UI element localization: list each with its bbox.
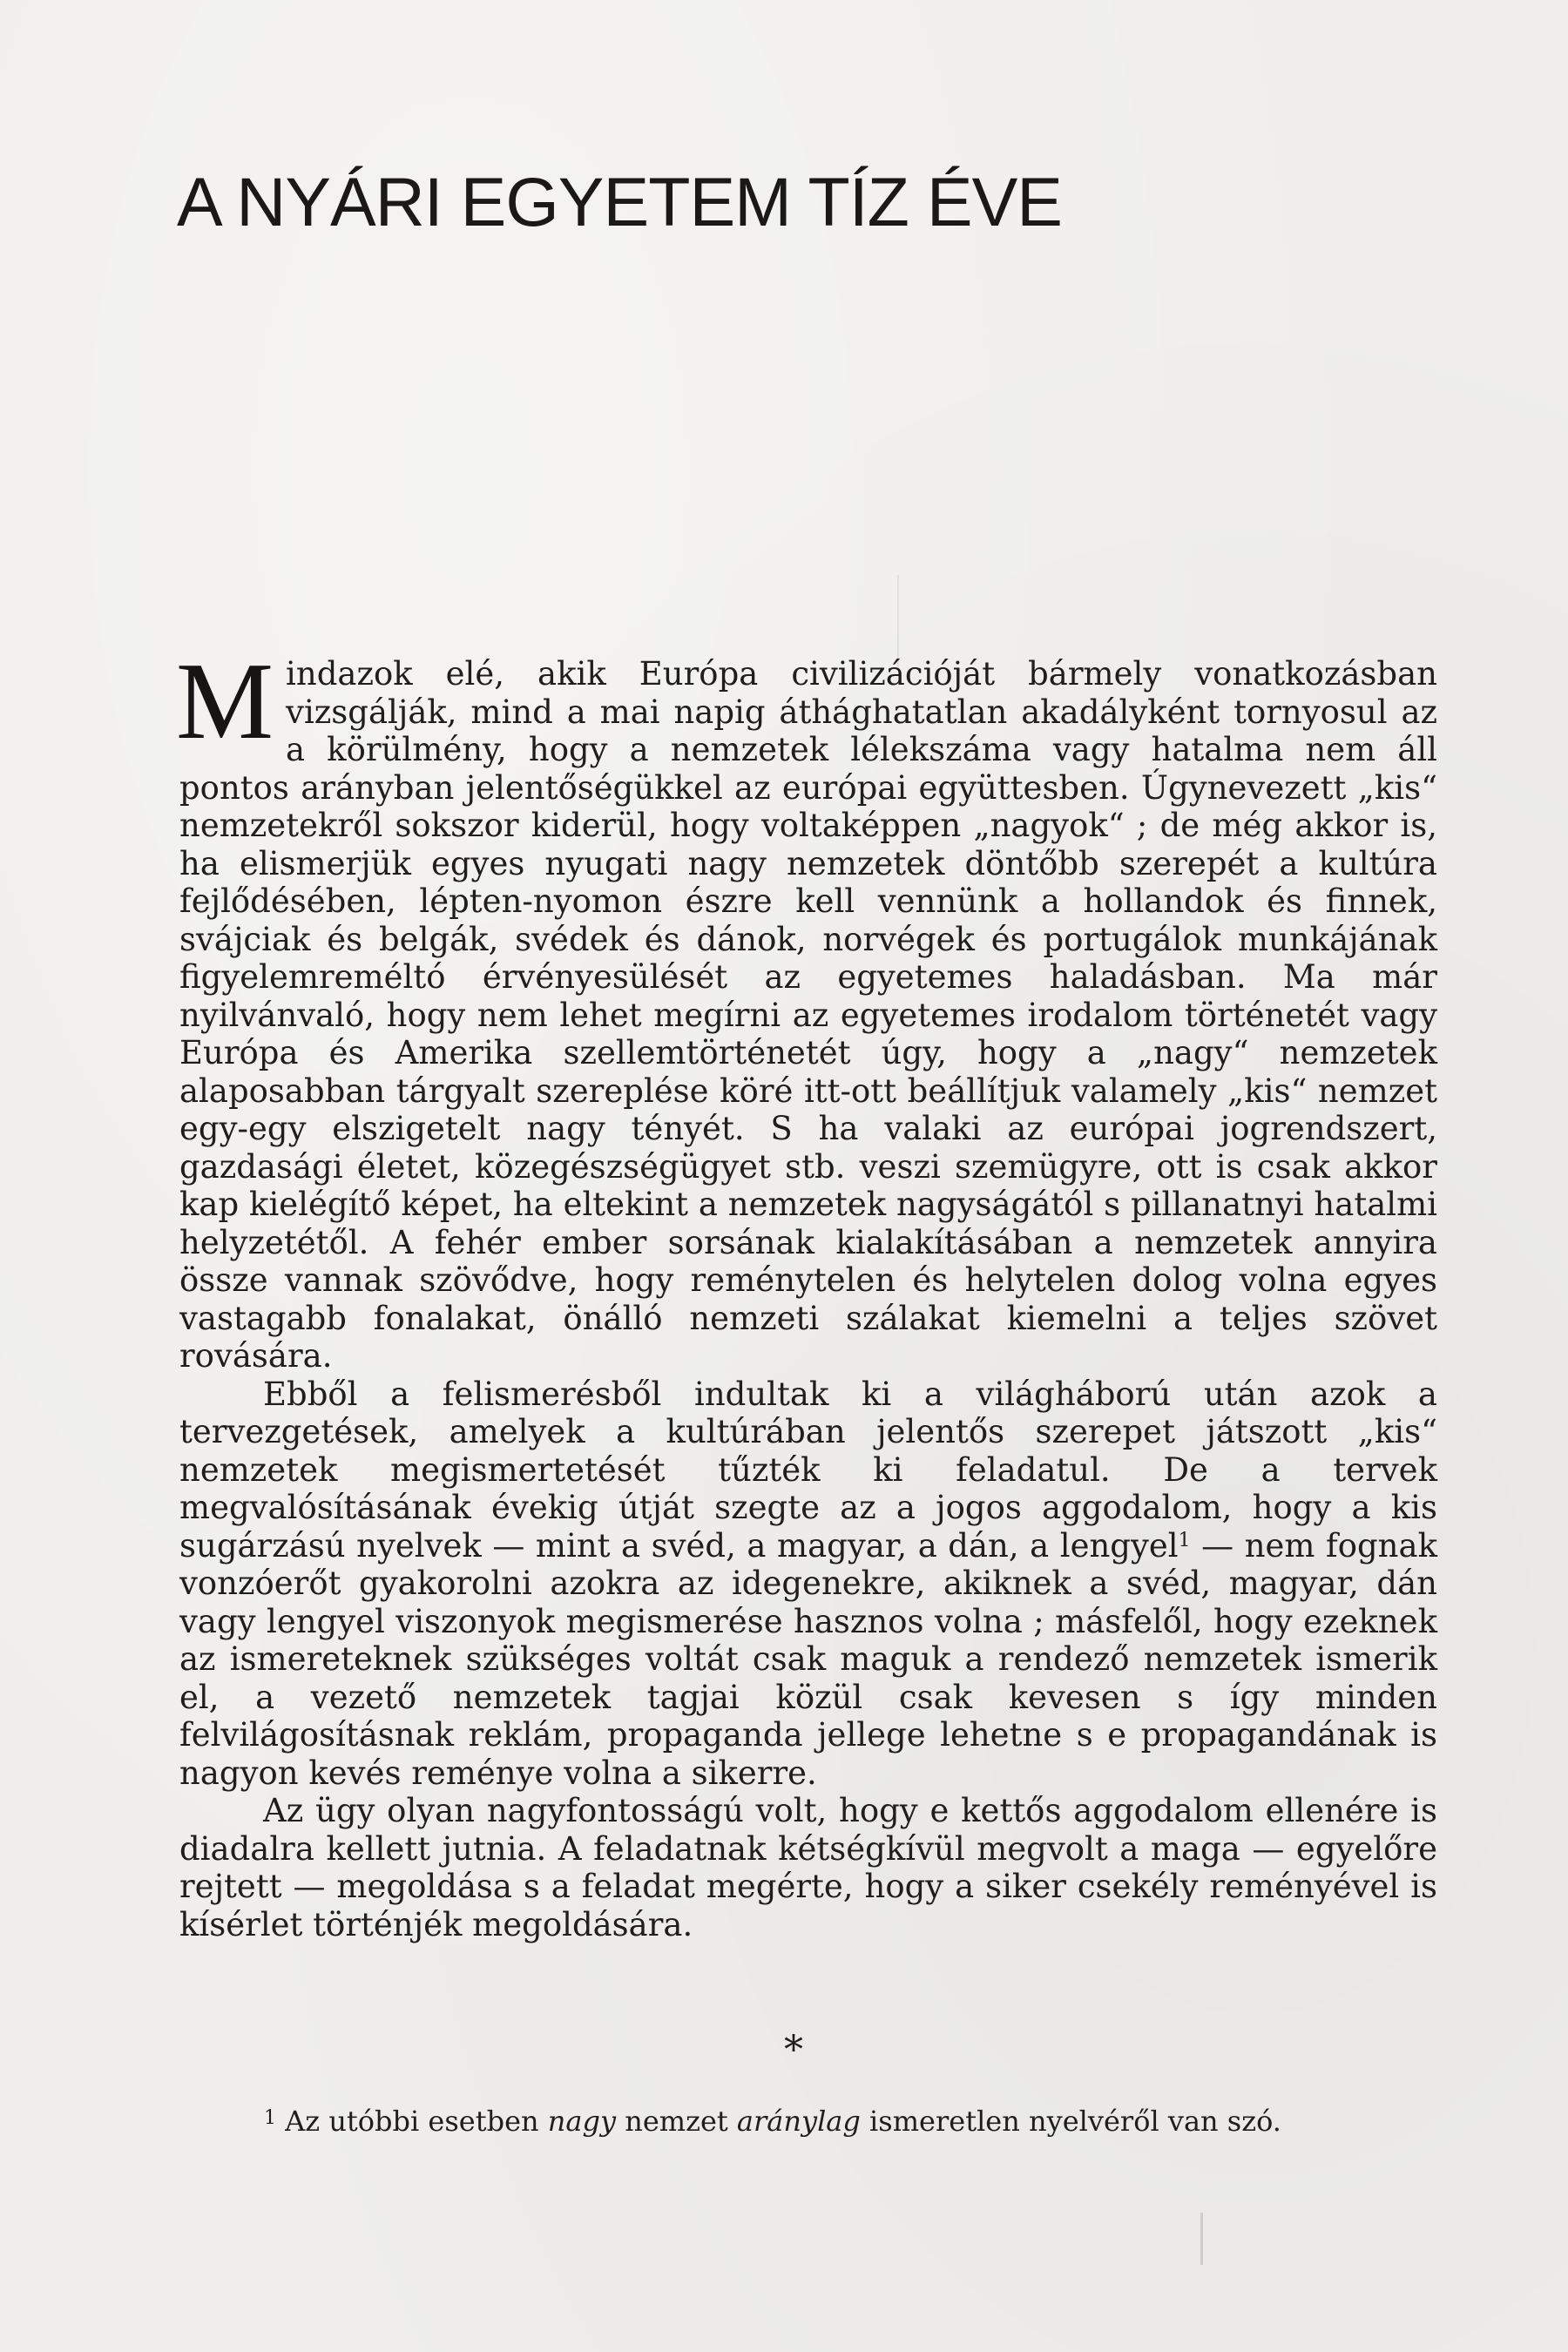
paragraph-1 [176,641,1437,1375]
paragraph-3: Az ügy olyan nagyfontosságú volt, hogy e kettős aggodalom ellenére is diadalra kellett jutnia. A feladatnak kétségkívül megvolt a maga — egyelőre rejtett — megoldása s a feladat megérte, hogy a siker csekély reményével is kísérlet történjék megoldására. [179,1792,1437,1943]
decorative-mark [1200,2213,1203,2265]
drop-cap: M [176,641,274,762]
section-separator: * [784,2028,803,2072]
paragraph-2-text-a: Ebből a felismerésből indultak ki a világháború után azok a tervezgetések, amelyek a kultúrában jelentős szerepet játszott „kis“ nemzetek megismertetését tűzték ki feladatul. De a tervek megvalósításának évekig útját szegte az a jogos aggodalom, hogy a kis sugárzású nyelvek — mint a svéd, a magyar, a dán, a lengyel [179,1375,1437,1565]
article-body [176,641,1437,1943]
footnote-text-2: nemzet [616,2105,737,2138]
page-title: A NYÁRI EGYETEM TÍZ ÉVE [177,163,1062,240]
paragraph-2-text-b: — nem fognak vonzóerőt gyakorolni azokra az idegenekre, akiknek a svéd, magyar, dán vagy lengyel viszonyok megismerése hasznos volna ; másfelől, hogy ezeknek az ismereteknek szükséges voltát csak maguk a rendező nemzetek ismerik el, a vezető nemzetek tagjai közül csak kevesen s így minden felvilágosításnak reklám, propaganda jellege lehetne s e propagandának is nagyon kevés reménye volna a sikerre. [179,1526,1437,1792]
footnote [264,2101,1449,2139]
decorative-mark [897,575,899,671]
footnote-italic-1: nagy [547,2105,617,2138]
footnote-reference: 1 [1178,1529,1191,1551]
footnote-text-3: ismeretlen nyelvéről van szó. [860,2105,1281,2138]
footnote-marker: 1 [264,2107,276,2129]
paragraph-1-text: indazok elé, akik Európa civilizációját bármely vonatkozásban vizsgálják, mind a mai napig áthághatatlan akadályként tornyosul az a körülmény, hogy a nemzetek lélekszáma vagy hatalma nem áll pontos arányban jelentőségükkel az európai együttesben. Úgynevezett „kis“ nemzetekről sokszor kiderül, hogy voltaképpen „nagyok“ ; de még akkor is, ha elismerjük egyes nyugati nagy nemzetek döntőbb szerepét a kultúra fejlődésében, lépten-nyomon észre kell vennünk a hollandok és finnek, svájciak és belgák, svédek és dánok, norvégek és portugálok munkájának figyelemreméltó érvényesülését az egyetemes haladásban. Ma már nyilvánvaló, hogy nem lehet megírni az egyetemes irodalom történetét vagy Európa és Amerika szellemtörténetét úgy, hogy a „nagy“ nemzetek alaposabban tárgyalt szereplése köré itt-ott beállítjuk valamely „kis“ nemzet egy-egy elszigetelt nagy tényét. S ha valaki az európai jogrendszert, gazdasági életet, közegészségügyet stb. veszi szemügyre, ott is csak akkor kap kielégítő képet, ha eltekint a nemzetek nagyságától s pillanatnyi hatalmi helyzetétől. A fehér ember sorsának kialakításában a nemzetek annyira össze vannak szövődve, hogy reménytelen és helytelen dolog volna egyes vastagabb fonalakat, önálló nemzeti szálakat kiemelni a teljes szövet rovására. [179,655,1437,1375]
footnote-text-1: Az utóbbi esetben [276,2105,548,2138]
footnote-italic-2: aránylag [736,2105,861,2138]
paragraph-2 [179,1375,1437,1793]
